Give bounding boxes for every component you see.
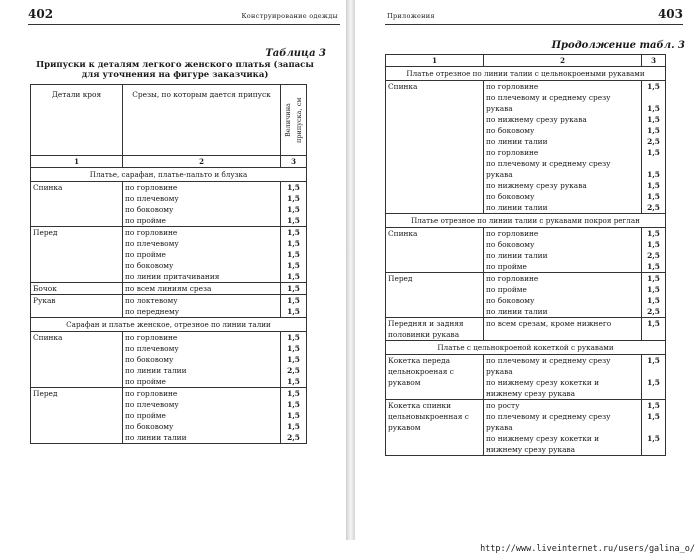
cut-line: по горловине xyxy=(125,333,178,342)
part-name: Передняя и задняя половинки рукава xyxy=(386,318,484,341)
cut-line: по горловине xyxy=(125,228,178,237)
cut-line: по горловине xyxy=(486,148,539,157)
allowance-value: 1,5 xyxy=(647,274,660,283)
cut-line: по боковому xyxy=(125,355,174,364)
col-number-row xyxy=(31,156,307,168)
values-cell xyxy=(642,228,666,273)
cut-line: по пройме xyxy=(486,285,527,294)
cut-line: по нижнему срезу кокетки и xyxy=(486,378,600,387)
cut-line: по боковому xyxy=(125,261,174,270)
running-head-left: Конструирование одежды xyxy=(241,12,338,20)
cut-line: по линии притачивания xyxy=(125,272,220,281)
table-row xyxy=(31,283,307,295)
table-row xyxy=(31,295,307,318)
allowance-value: 1,5 xyxy=(647,148,660,157)
cuts-cell xyxy=(484,355,642,400)
part-name: Кокетка переда цельнокроеная с рукавом xyxy=(386,355,484,400)
allowance-value: 1,5 xyxy=(287,239,300,248)
cut-line: по горловине xyxy=(486,229,539,238)
section-row xyxy=(386,341,666,355)
table-title: Припуски к деталям легкого женского платья (запасы для уточнения на фигуре заказчика) xyxy=(36,60,314,80)
part-name: Спинка xyxy=(31,182,123,227)
allowance-value xyxy=(644,388,663,399)
cut-line: по пройме xyxy=(486,262,527,271)
allowance-value: 2,5 xyxy=(647,307,660,316)
cut-line: рукава xyxy=(486,170,513,179)
cut-line: по плечевому xyxy=(125,400,179,409)
page-number-left: 402 xyxy=(28,7,54,21)
allowance-value: 1,5 xyxy=(647,115,660,124)
cut-line: по плечевому и среднему срезу xyxy=(486,412,611,421)
allowance-value: 1,5 xyxy=(647,434,660,443)
table-label: Таблица 3 xyxy=(265,48,326,59)
cut-line: по переднему xyxy=(125,307,180,316)
cut-line: по боковому xyxy=(486,126,535,135)
allowance-value: 2,5 xyxy=(287,366,300,375)
allowance-value: 1,5 xyxy=(647,356,660,365)
part-name: Бочок xyxy=(31,283,123,295)
right-page xyxy=(355,0,699,540)
table-row xyxy=(386,228,666,273)
cut-line: рукава xyxy=(486,423,513,432)
values-cell xyxy=(281,332,307,388)
allowance-value: 1,5 xyxy=(647,378,660,387)
allowance-value: 1,5 xyxy=(287,216,300,225)
allowance-value: 1,5 xyxy=(287,261,300,270)
cut-line: по боковому xyxy=(486,296,535,305)
cut-line: рукава xyxy=(486,367,513,376)
section-row xyxy=(386,214,666,228)
cut-line: нижнему срезу рукава xyxy=(486,445,576,454)
allowance-value: 1,5 xyxy=(647,401,660,410)
cut-line: по плечевому xyxy=(125,194,179,203)
allowance-value: 1,5 xyxy=(287,205,300,214)
cut-line: по всем срезам, кроме нижнего xyxy=(486,319,612,328)
cuts-cell xyxy=(484,400,642,456)
allowance-value: 2,5 xyxy=(647,203,660,212)
values-cell xyxy=(281,295,307,318)
part-name: Рукав xyxy=(31,295,123,318)
table-row xyxy=(386,400,666,456)
values-cell xyxy=(642,81,666,214)
cut-line: по плечевому и среднему срезу xyxy=(486,93,611,102)
allowance-value: 1,5 xyxy=(647,412,660,421)
table-right xyxy=(385,54,666,456)
table-header-row xyxy=(31,85,307,156)
allowance-value: 1,5 xyxy=(287,194,300,203)
watermark-url: http://www.liveinternet.ru/users/galina_o/ xyxy=(480,544,695,554)
cut-line: по нижнему срезу рукава xyxy=(486,181,587,190)
values-cell xyxy=(642,355,666,400)
cut-line: по плечевому xyxy=(125,344,179,353)
allowance-value: 1,5 xyxy=(287,411,300,420)
allowance-value: 1,5 xyxy=(287,377,300,386)
allowance-value: 1,5 xyxy=(287,183,300,192)
allowance-value: 1,5 xyxy=(647,192,660,201)
table-left xyxy=(30,84,307,444)
values-cell xyxy=(281,182,307,227)
cuts-cell xyxy=(123,283,281,295)
cuts-cell xyxy=(123,227,281,283)
cut-line: по линии талии xyxy=(125,433,187,442)
cut-line: по боковому xyxy=(486,240,535,249)
allowance-value: 1,5 xyxy=(287,389,300,398)
cut-line: по пройме xyxy=(125,216,166,225)
section-row xyxy=(386,67,666,81)
cut-line: рукава xyxy=(486,104,513,113)
values-cell xyxy=(642,400,666,456)
cut-line: по нижнему срезу кокетки и xyxy=(486,434,600,443)
allowance-value: 1,5 xyxy=(647,229,660,238)
table-row xyxy=(386,81,666,214)
table-row xyxy=(386,273,666,318)
cut-line: по росту xyxy=(486,401,520,410)
values-cell xyxy=(281,283,307,295)
cuts-cell xyxy=(484,228,642,273)
values-cell xyxy=(281,227,307,283)
allowance-value: 1,5 xyxy=(287,307,300,316)
cut-line: по пройме xyxy=(125,250,166,259)
section-title: Платье отрезное по линии талии с цельнокроеными рукавами xyxy=(386,67,666,81)
col-number: 2 xyxy=(484,55,642,67)
allowance-value: 2,5 xyxy=(287,433,300,442)
cuts-cell xyxy=(484,273,642,318)
cut-line: по линии талии xyxy=(486,307,548,316)
allowance-value: 1,5 xyxy=(647,319,660,328)
allowance-value xyxy=(644,422,663,433)
running-head-right: Приложения xyxy=(387,12,435,20)
left-page xyxy=(0,0,346,540)
values-cell xyxy=(642,318,666,341)
book-gutter xyxy=(346,0,355,540)
values-cell xyxy=(642,273,666,318)
allowance-value: 1,5 xyxy=(647,285,660,294)
table-row xyxy=(386,318,666,341)
section-title: Платье отрезное по линии талии с рукавами покроя реглан xyxy=(386,214,666,228)
cut-line: по плечевому xyxy=(125,239,179,248)
cut-line: по всем линиям среза xyxy=(125,284,212,293)
allowance-value: 1,5 xyxy=(647,170,660,179)
cut-line: по линии талии xyxy=(486,137,548,146)
allowance-value: 2,5 xyxy=(647,251,660,260)
cuts-cell xyxy=(123,388,281,444)
col-number: 2 xyxy=(123,156,281,168)
allowance-value xyxy=(644,366,663,377)
allowance-value: 1,5 xyxy=(287,355,300,364)
allowance-value: 2,5 xyxy=(647,137,660,146)
cut-line: по боковому xyxy=(486,192,535,201)
allowance-value: 1,5 xyxy=(647,262,660,271)
part-name: Перед xyxy=(386,273,484,318)
section-title: Сарафан и платье женское, отрезное по линии талии xyxy=(31,318,307,332)
cuts-cell xyxy=(484,318,642,341)
allowance-value: 1,5 xyxy=(287,250,300,259)
col-header-part: Детали кроя xyxy=(31,85,123,156)
table-row xyxy=(31,388,307,444)
col-number-row xyxy=(386,55,666,67)
allowance-value: 1,5 xyxy=(647,126,660,135)
allowance-value: 1,5 xyxy=(647,181,660,190)
col-header-cuts: Срезы, по которым дается припуск xyxy=(123,85,281,156)
cuts-cell xyxy=(123,332,281,388)
col-number: 3 xyxy=(281,156,307,168)
part-name: Перед xyxy=(31,227,123,283)
allowance-value: 1,5 xyxy=(647,240,660,249)
section-row xyxy=(31,318,307,332)
table-row xyxy=(31,227,307,283)
cuts-cell xyxy=(484,81,642,214)
allowance-value: 1,5 xyxy=(287,333,300,342)
allowance-value xyxy=(644,92,663,103)
page-number-right: 403 xyxy=(657,7,683,21)
cut-line: по линии талии xyxy=(486,203,548,212)
allowance-value: 1,5 xyxy=(647,296,660,305)
section-title: Платье с цельнокроеной кокеткой с рукавами xyxy=(386,341,666,355)
allowance-value: 1,5 xyxy=(287,272,300,281)
col-number: 1 xyxy=(31,156,123,168)
cut-line: по пройме xyxy=(125,411,166,420)
col-header-allowance: Величина припуска, см xyxy=(283,97,303,143)
cut-line: по пройме xyxy=(125,377,166,386)
allowance-value: 1,5 xyxy=(287,344,300,353)
part-name: Кокетка спинки цельновыкроенная с рукавом xyxy=(386,400,484,456)
cut-line: по боковому xyxy=(125,422,174,431)
part-name: Спинка xyxy=(386,228,484,273)
continuation-label: Продолжение табл. 3 xyxy=(551,40,685,51)
cut-line: по горловине xyxy=(125,183,178,192)
part-name: Спинка xyxy=(386,81,484,214)
allowance-value: 1,5 xyxy=(647,82,660,91)
allowance-value: 1,5 xyxy=(287,422,300,431)
col-number: 1 xyxy=(386,55,484,67)
cut-line: по горловине xyxy=(486,274,539,283)
values-cell xyxy=(281,388,307,444)
allowance-value xyxy=(644,444,663,455)
col-number: 3 xyxy=(642,55,666,67)
allowance-value: 1,5 xyxy=(647,104,660,113)
section-row xyxy=(31,168,307,182)
cut-line: по линии талии xyxy=(125,366,187,375)
table-row xyxy=(386,355,666,400)
left-page-header xyxy=(28,7,340,25)
allowance-value: 1,5 xyxy=(287,284,300,293)
cut-line: по боковому xyxy=(125,205,174,214)
allowance-value xyxy=(644,158,663,169)
cut-line: по нижнему срезу рукава xyxy=(486,115,587,124)
table-row xyxy=(31,182,307,227)
section-title: Платье, сарафан, платье-пальто и блузка xyxy=(31,168,307,182)
allowance-value: 1,5 xyxy=(287,400,300,409)
cut-line: по линии талии xyxy=(486,251,548,260)
cut-line: по локтевому xyxy=(125,296,178,305)
cuts-cell xyxy=(123,182,281,227)
cut-line: по плечевому и среднему срезу xyxy=(486,159,611,168)
right-page-header xyxy=(385,7,683,25)
cut-line: нижнему срезу рукава xyxy=(486,389,576,398)
part-name: Спинка xyxy=(31,332,123,388)
table-row xyxy=(31,332,307,388)
cut-line: по горловине xyxy=(125,389,178,398)
cuts-cell xyxy=(123,295,281,318)
cut-line: по горловине xyxy=(486,82,539,91)
allowance-value: 1,5 xyxy=(287,296,300,305)
cut-line: по плечевому и среднему срезу xyxy=(486,356,611,365)
allowance-value: 1,5 xyxy=(287,228,300,237)
part-name: Перед xyxy=(31,388,123,444)
